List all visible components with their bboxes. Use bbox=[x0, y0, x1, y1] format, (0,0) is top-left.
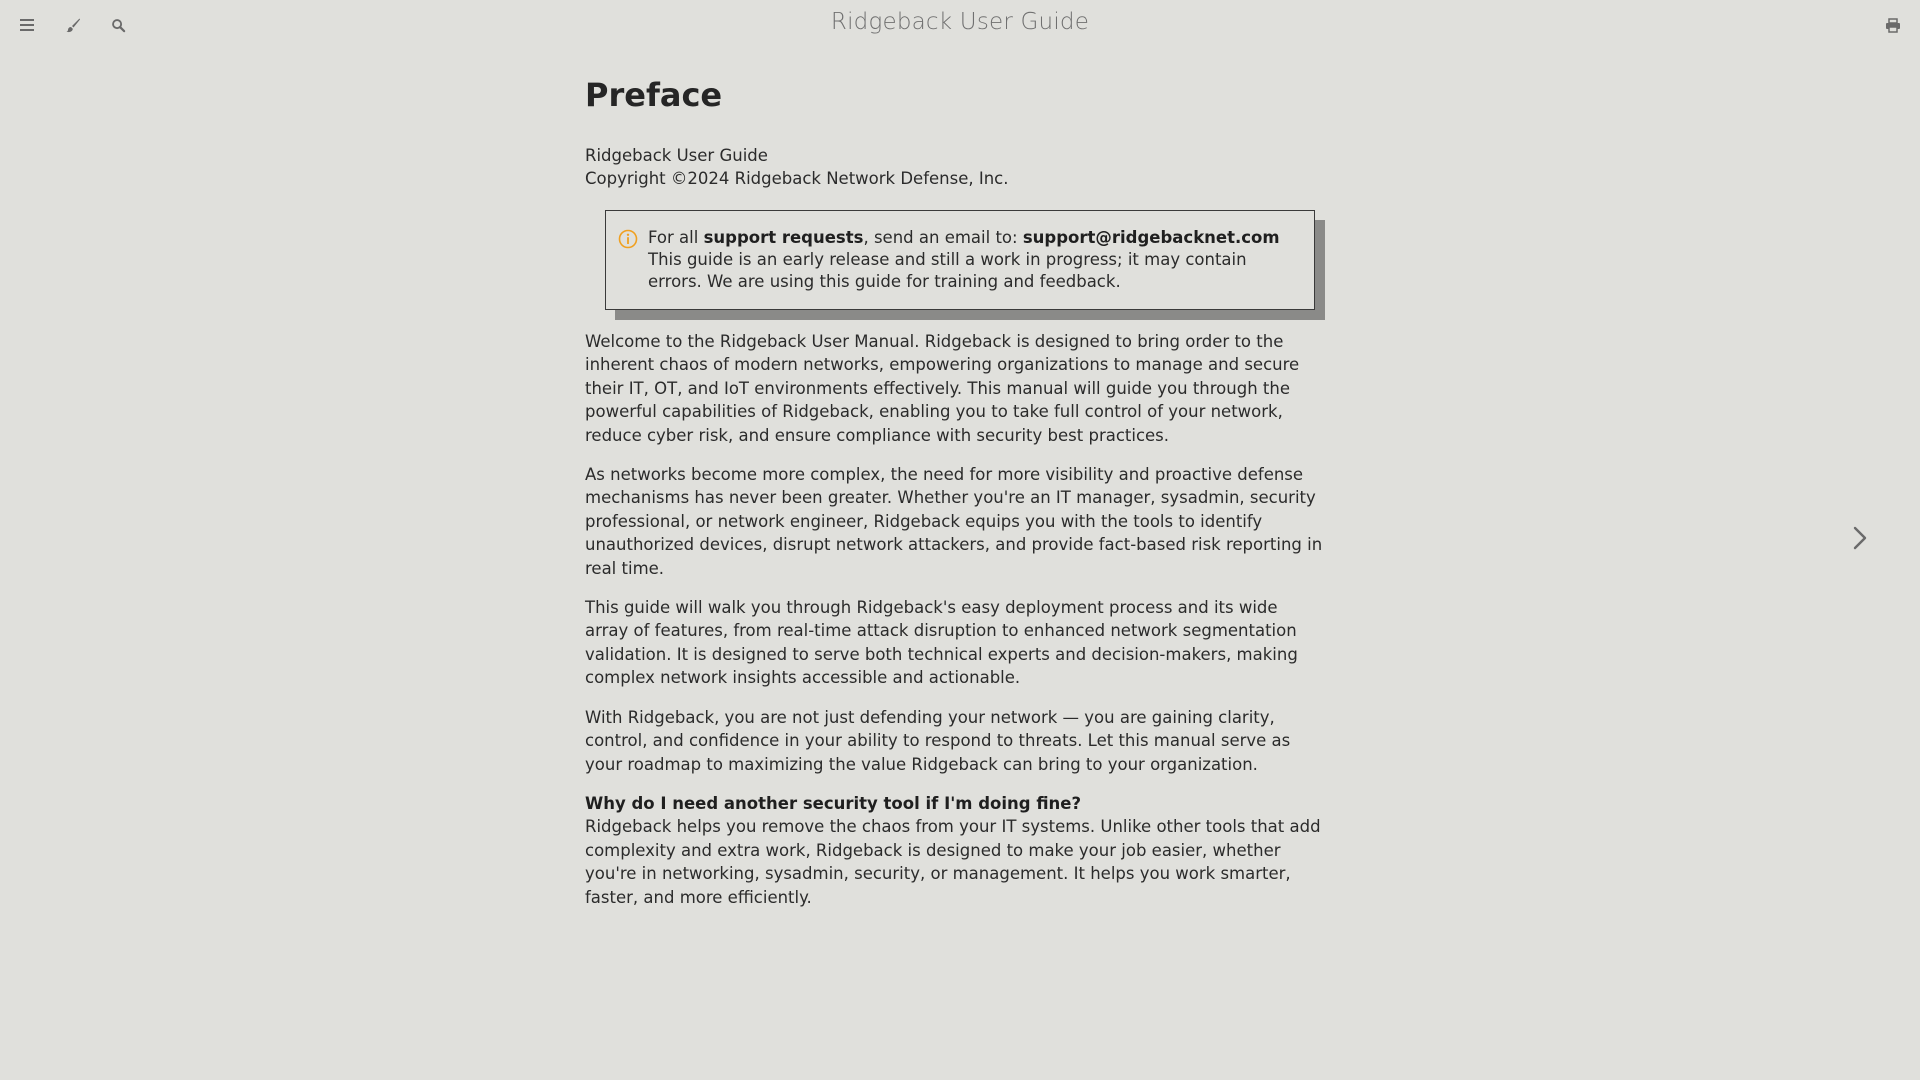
closing-paragraph: With Ridgeback, you are not just defending your network — you are gaining clarity, control, and confidence in your ability to respond to threats. Let this manual serve as your roadmap to maximizing the value Ridgeback can bring to your organization. bbox=[585, 707, 1291, 774]
book-title: Ridgeback User Guide bbox=[830, 9, 1090, 35]
toggle-sidebar-button[interactable] bbox=[12, 10, 42, 40]
support-prefix: For all bbox=[648, 228, 704, 247]
chapter-content bbox=[585, 70, 1325, 925]
info-admonition bbox=[605, 210, 1315, 310]
next-chapter-button[interactable] bbox=[1840, 520, 1880, 560]
intro-paragraph: Welcome to the Ridgeback User Manual. Ridgeback is designed to bring order to the inherent chaos of modern networks, empowering organizations to manage and secure their IT, OT, and IoT environments effectively. This manual will guide you through the powerful capabilities of Ridgeback, enabling you to take full control of your network, reduce cyber risk, and ensure compliance with security best practices. bbox=[585, 332, 1300, 445]
chevron-right-icon bbox=[1853, 526, 1867, 554]
admonition-text bbox=[648, 227, 1294, 293]
printer-icon bbox=[1885, 18, 1901, 33]
support-email: support@ridgebacknet.com bbox=[1022, 228, 1280, 247]
faq-question: Why do I need another security tool if I'm doing fine? bbox=[585, 793, 1082, 813]
search-icon bbox=[111, 18, 126, 33]
page-title: Preface bbox=[585, 76, 723, 114]
guide-name: Ridgeback User Guide bbox=[585, 146, 768, 165]
support-line bbox=[648, 227, 1294, 249]
support-middle: , send an email to: bbox=[863, 228, 1023, 247]
faq-block bbox=[585, 792, 1325, 909]
early-release-notice: This guide is an early release and still a work in progress; it may contain errors. We are using this guide for training and feedback. bbox=[648, 250, 1247, 291]
copyright-notice: Copyright ©2024 Ridgeback Network Defense, Inc. bbox=[585, 169, 1009, 188]
guide-overview-paragraph: This guide will walk you through Ridgeback's easy deployment process and its wide array of features, from real-time attack disruption to enhanced network segmentation validation. It is designed to serve both technical experts and decision-makers, making complex network insights accessible and actionable. bbox=[585, 598, 1298, 688]
hamburger-menu-icon bbox=[19, 18, 35, 32]
paintbrush-icon bbox=[65, 17, 81, 33]
document-meta bbox=[585, 144, 1325, 190]
search-button[interactable] bbox=[103, 10, 133, 40]
print-button[interactable] bbox=[1878, 10, 1908, 40]
faq-answer: Ridgeback helps you remove the chaos from your IT systems. Unlike other tools that add complexity and extra work, Ridgeback is designed to make your job easier, whether you're in networking, sysadmin, security, or management. It helps you work smarter, faster, and more efficiently. bbox=[585, 817, 1321, 907]
theme-button[interactable] bbox=[58, 10, 88, 40]
support-requests-label: support requests bbox=[703, 228, 864, 247]
menu-bar bbox=[0, 0, 1920, 50]
info-circle-icon bbox=[618, 229, 638, 249]
visibility-paragraph: As networks become more complex, the need for more visibility and proactive defense mechanisms has never been greater. Whether you're an IT manager, sysadmin, security professional, or network engineer, Ridgeback equips you with the tools to identify unauthorized devices, disrupt network attackers, and provide fact-based risk reporting in real time. bbox=[585, 465, 1323, 578]
